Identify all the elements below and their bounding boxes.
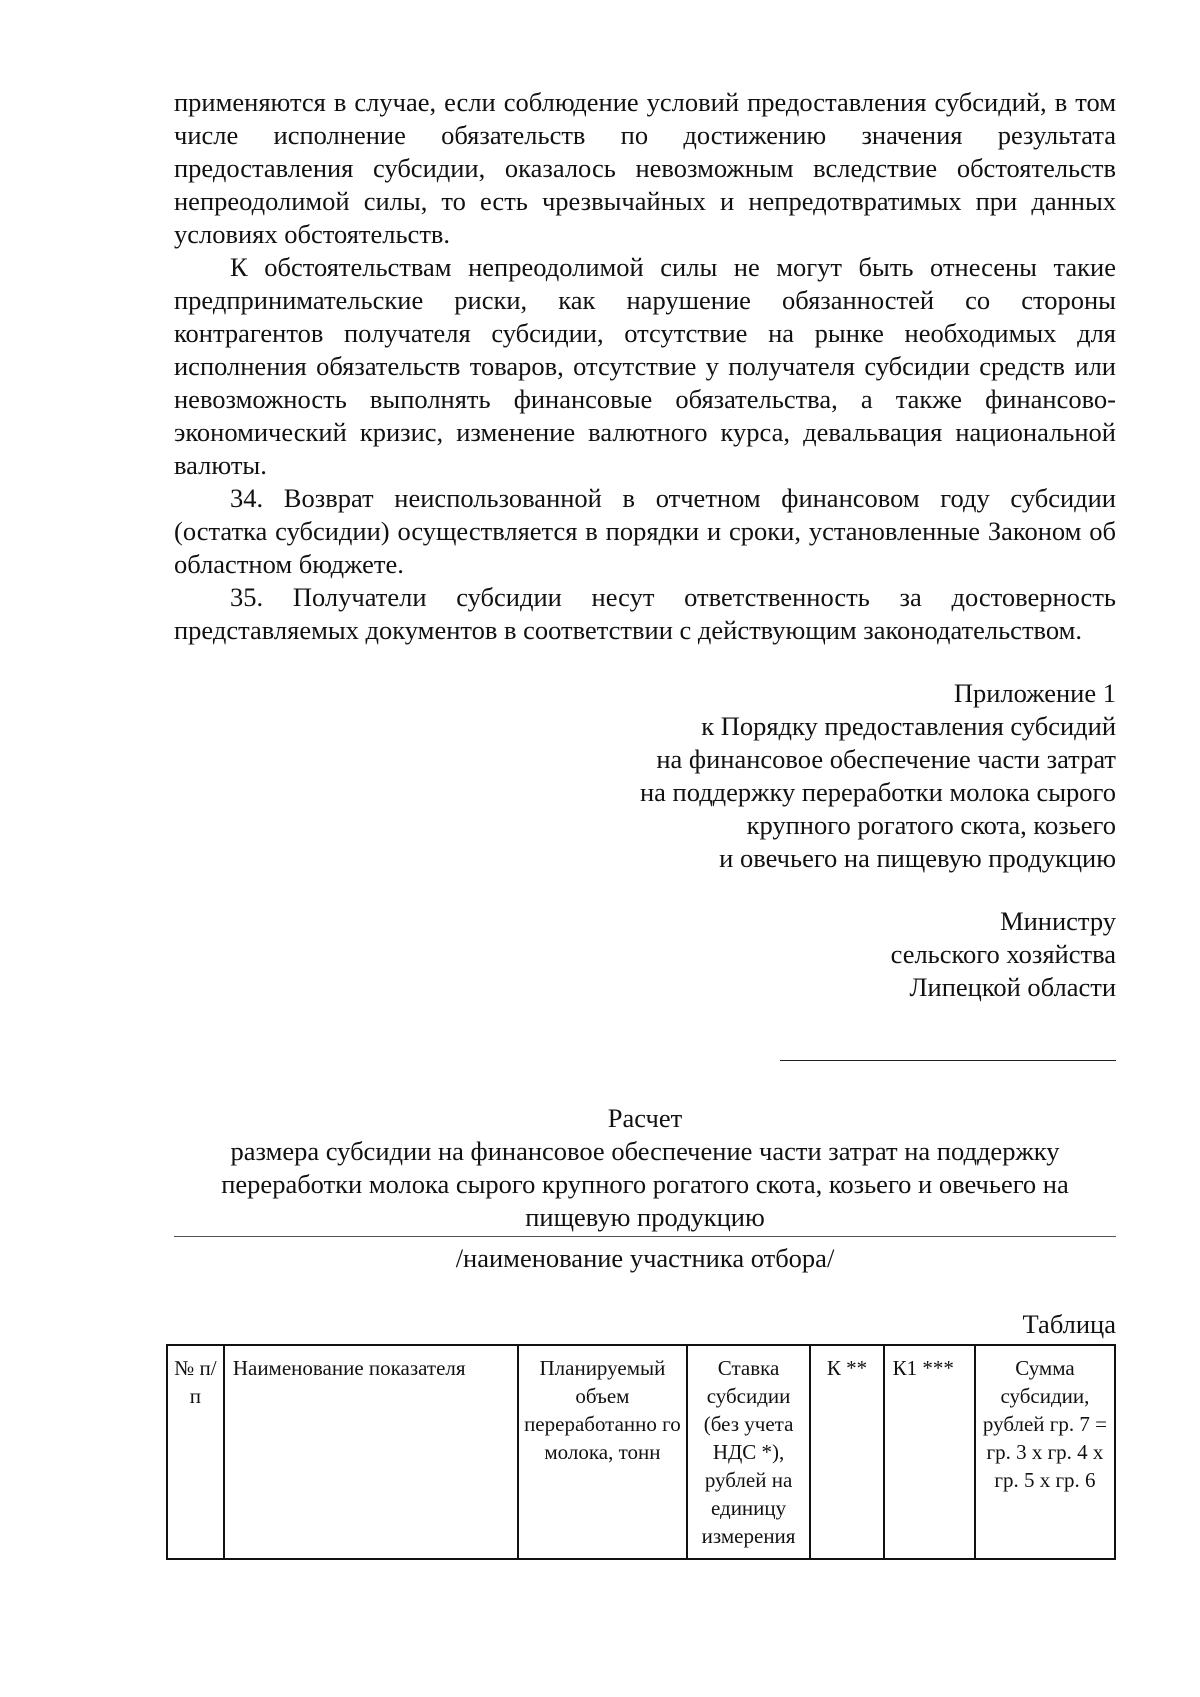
table-label: Таблица — [1022, 1309, 1116, 1339]
appendix-line: и овечьего на пищевую продукцию — [719, 843, 1116, 873]
col-k1-header: К1 *** — [884, 1345, 975, 1559]
addressee-line: Липецкой области — [909, 972, 1116, 1002]
appendix-line: на поддержку переработки молока сырого — [639, 777, 1116, 807]
paragraph-continuation: применяются в случае, если соблюдение условий предоставления субсидий, в том числе исполнение обязательств по достижению значения результата предоставления субсидии, оказалось невозможным вследствие обстоятельств непреодолимой силы, то есть чрезвычайных и непредотвратимых при данных условиях обстоятельств. — [174, 87, 1116, 249]
appendix-line: на финансовое обеспечение части затрат — [656, 744, 1116, 774]
addressee-line: сельского хозяйства — [890, 939, 1116, 969]
appendix-block — [174, 677, 1116, 875]
signature-blank-line — [780, 1060, 1116, 1061]
document-page — [174, 86, 1116, 1548]
title-subtitle: размера субсидии на финансовое обеспечение части затрат на поддержку переработки молока сырого крупного рогатого скота, козьего и овечьего на пищевую продукцию — [221, 1136, 1069, 1232]
paragraph-34: 34. Возврат неиспользованной в отчетном финансовом году субсидии (остатка субсидии) осуществляется в порядки и сроки, установленные Законом об областном бюджете. — [174, 483, 1116, 579]
appendix-line: крупного рогатого скота, козьего — [746, 810, 1116, 840]
col-number-header: № п/п — [167, 1345, 224, 1559]
col-volume-header: Планируемый объем переработанно го молока, тонн — [518, 1345, 686, 1559]
participant-caption: /наименование участника отбора/ — [455, 1243, 835, 1273]
participant-name-line — [174, 1236, 1116, 1237]
col-k-header: К ** — [810, 1345, 883, 1559]
document-title — [174, 1102, 1116, 1234]
addressee-block — [174, 905, 1116, 1004]
col-sum-header: Сумма субсидии, рублей гр. 7 = гр. 3 х гр. 4 х гр. 5 х гр. 6 — [975, 1345, 1115, 1559]
calculation-table — [166, 1344, 1116, 1560]
appendix-line: Приложение 1 — [953, 678, 1116, 708]
col-indicator-header: Наименование показателя — [224, 1345, 518, 1559]
paragraph-35: 35. Получатели субсидии несут ответственность за достоверность представляемых документов в соответствии с действующим законодательством. — [174, 582, 1116, 645]
paragraph-force-majeure: К обстоятельствам непреодолимой силы не могут быть отнесены такие предпринимательские риски, как нарушение обязанностей со стороны контрагентов получателя субсидии, отсутствие на рынке необходимых для исполнения обязательств товаров, отсутствие у получателя субсидии средств или невозможность выполнять финансовые обязательства, а также финансово-экономический кризис, изменение валютного курса, девальвация национальной валюты. — [174, 252, 1116, 480]
title-heading: Расчет — [607, 1103, 683, 1133]
addressee-line: Министру — [1000, 906, 1116, 936]
col-rate-header: Ставка субсидии (без учета НДС *), рублей на единицу измерения — [687, 1345, 811, 1559]
table-header-row — [167, 1345, 1115, 1559]
appendix-line: к Порядку предоставления субсидий — [701, 711, 1116, 741]
